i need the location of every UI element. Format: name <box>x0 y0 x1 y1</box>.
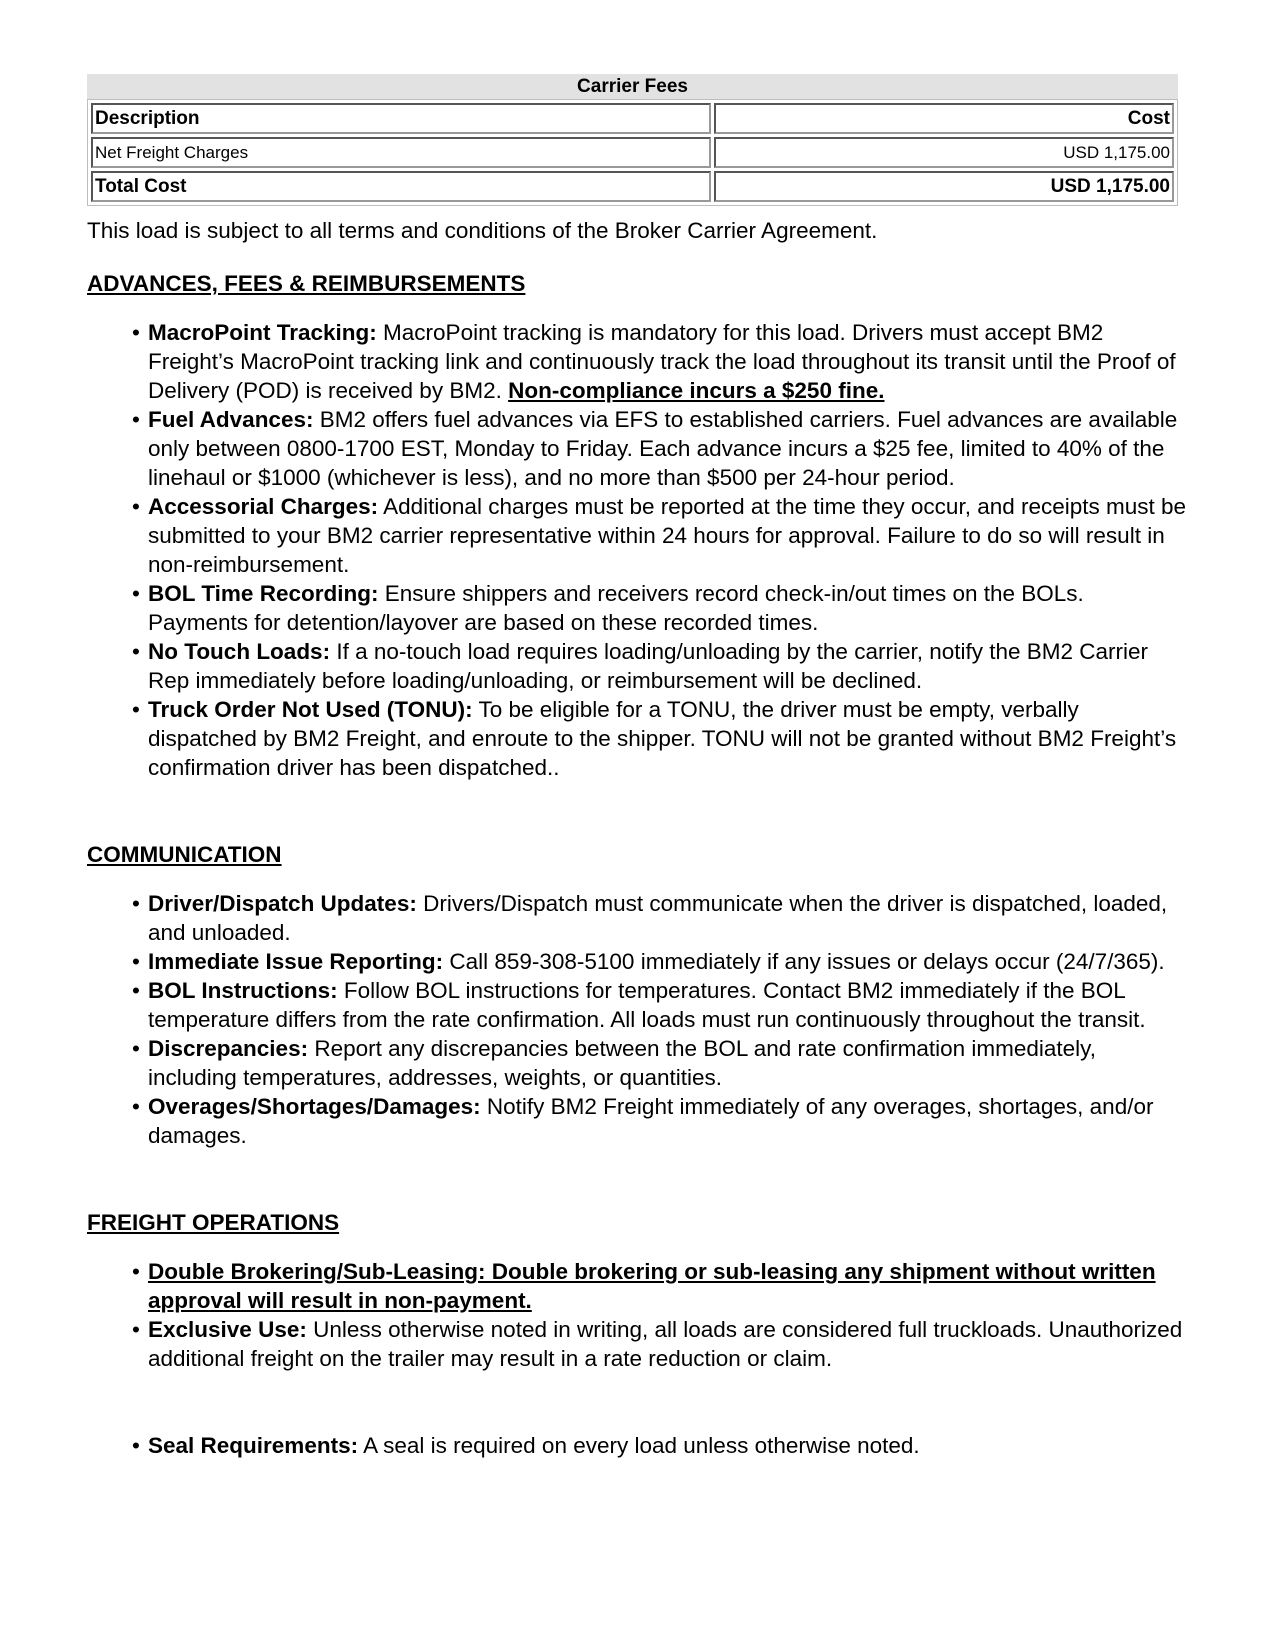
list-item: • Exclusive Use: Unless otherwise noted in writing, all loads are considered full truckloads. Unauthorized additional freight on the trailer may result in a rate reduction or claim. <box>132 1315 1187 1373</box>
section-heading-communication: COMMUNICATION <box>87 842 282 867</box>
list-item: • Immediate Issue Reporting: Call 859-308-5100 immediately if any issues or delays occur (24/7/365). <box>132 947 1187 976</box>
list-item: • No Touch Loads: If a no-touch load requires loading/unloading by the carrier, notify the BM2 Carrier Rep immediately before loading/unloading, or reimbursement will be declined. <box>132 637 1187 695</box>
fine-notice: Non-compliance incurs a $250 fine. <box>508 378 885 403</box>
list-item: • BOL Instructions: Follow BOL instructions for temperatures. Contact BM2 immediately if the BOL temperature differs from the rate confirmation. All loads must run continuously throughout the transit. <box>132 976 1187 1034</box>
table-row <box>91 137 1174 168</box>
intro-paragraph: This load is subject to all terms and conditions of the Broker Carrier Agreement. <box>87 218 878 243</box>
header-cost: Cost <box>714 103 1174 134</box>
total-cost: USD 1,175.00 <box>714 171 1174 202</box>
list-item: • Truck Order Not Used (TONU): To be eligible for a TONU, the driver must be empty, verbally dispatched by BM2 Freight, and enroute to the shipper. TONU will not be granted without BM2 Freight’s confirmation driver has been dispatched.. <box>132 695 1187 782</box>
carrier-fees-table <box>87 99 1178 206</box>
spacer <box>87 1150 1187 1208</box>
table-header-row <box>91 103 1174 134</box>
spacer <box>87 1373 1187 1431</box>
header-description: Description <box>91 103 711 134</box>
communication-list <box>87 889 1187 1150</box>
list-item: • Seal Requirements: A seal is required on every load unless otherwise noted. <box>132 1431 1187 1460</box>
section-heading-freight-operations: FREIGHT OPERATIONS <box>87 1210 340 1235</box>
double-brokering-notice: Double Brokering/Sub-Leasing: Double brokering or sub-leasing any shipment without written approval will result in non-payment. <box>148 1259 1156 1313</box>
table-total-row <box>91 171 1174 202</box>
list-item <box>132 1257 1187 1315</box>
list-item: • Driver/Dispatch Updates: Drivers/Dispatch must communicate when the driver is dispatched, loaded, and unloaded. <box>132 889 1187 947</box>
list-item: • BOL Time Recording: Ensure shippers and receivers record check-in/out times on the BOLs. Payments for detention/layover are based on these recorded times. <box>132 579 1187 637</box>
list-item: • Discrepancies: Report any discrepancies between the BOL and rate confirmation immediately, including temperatures, addresses, weights, or quantities. <box>132 1034 1187 1092</box>
spacer <box>87 782 1187 840</box>
list-item: • Overages/Shortages/Damages: Notify BM2 Freight immediately of any overages, shortages, and/or damages. <box>132 1092 1187 1150</box>
document-body <box>87 216 1187 1460</box>
row-description: Net Freight Charges <box>91 137 711 168</box>
list-item: • Fuel Advances: BM2 offers fuel advances via EFS to established carriers. Fuel advances are available only between 0800-1700 EST, Monday to Friday. Each advance incurs a $25 fee, limited to 40% of the linehaul or $1000 (whichever is less), and no more than $500 per 24-hour period. <box>132 405 1187 492</box>
advances-list <box>87 318 1187 782</box>
total-description: Total Cost <box>91 171 711 202</box>
list-item: • MacroPoint Tracking: MacroPoint tracking is mandatory for this load. Drivers must accept BM2 Freight’s MacroPoint tracking link and continuously track the load throughout its transit until the Proof of Delivery (POD) is received by BM2. Non-compliance incurs a $250 fine. <box>132 318 1187 405</box>
seal-list <box>87 1431 1187 1460</box>
freight-operations-list <box>87 1257 1187 1373</box>
row-cost: USD 1,175.00 <box>714 137 1174 168</box>
list-item: • Accessorial Charges: Additional charges must be reported at the time they occur, and receipts must be submitted to your BM2 carrier representative within 24 hours for approval. Failure to do so will result in non-reimbursement. <box>132 492 1187 579</box>
section-heading-advances: ADVANCES, FEES & REIMBURSEMENTS <box>87 271 526 296</box>
carrier-fees-title: Carrier Fees <box>87 74 1178 99</box>
